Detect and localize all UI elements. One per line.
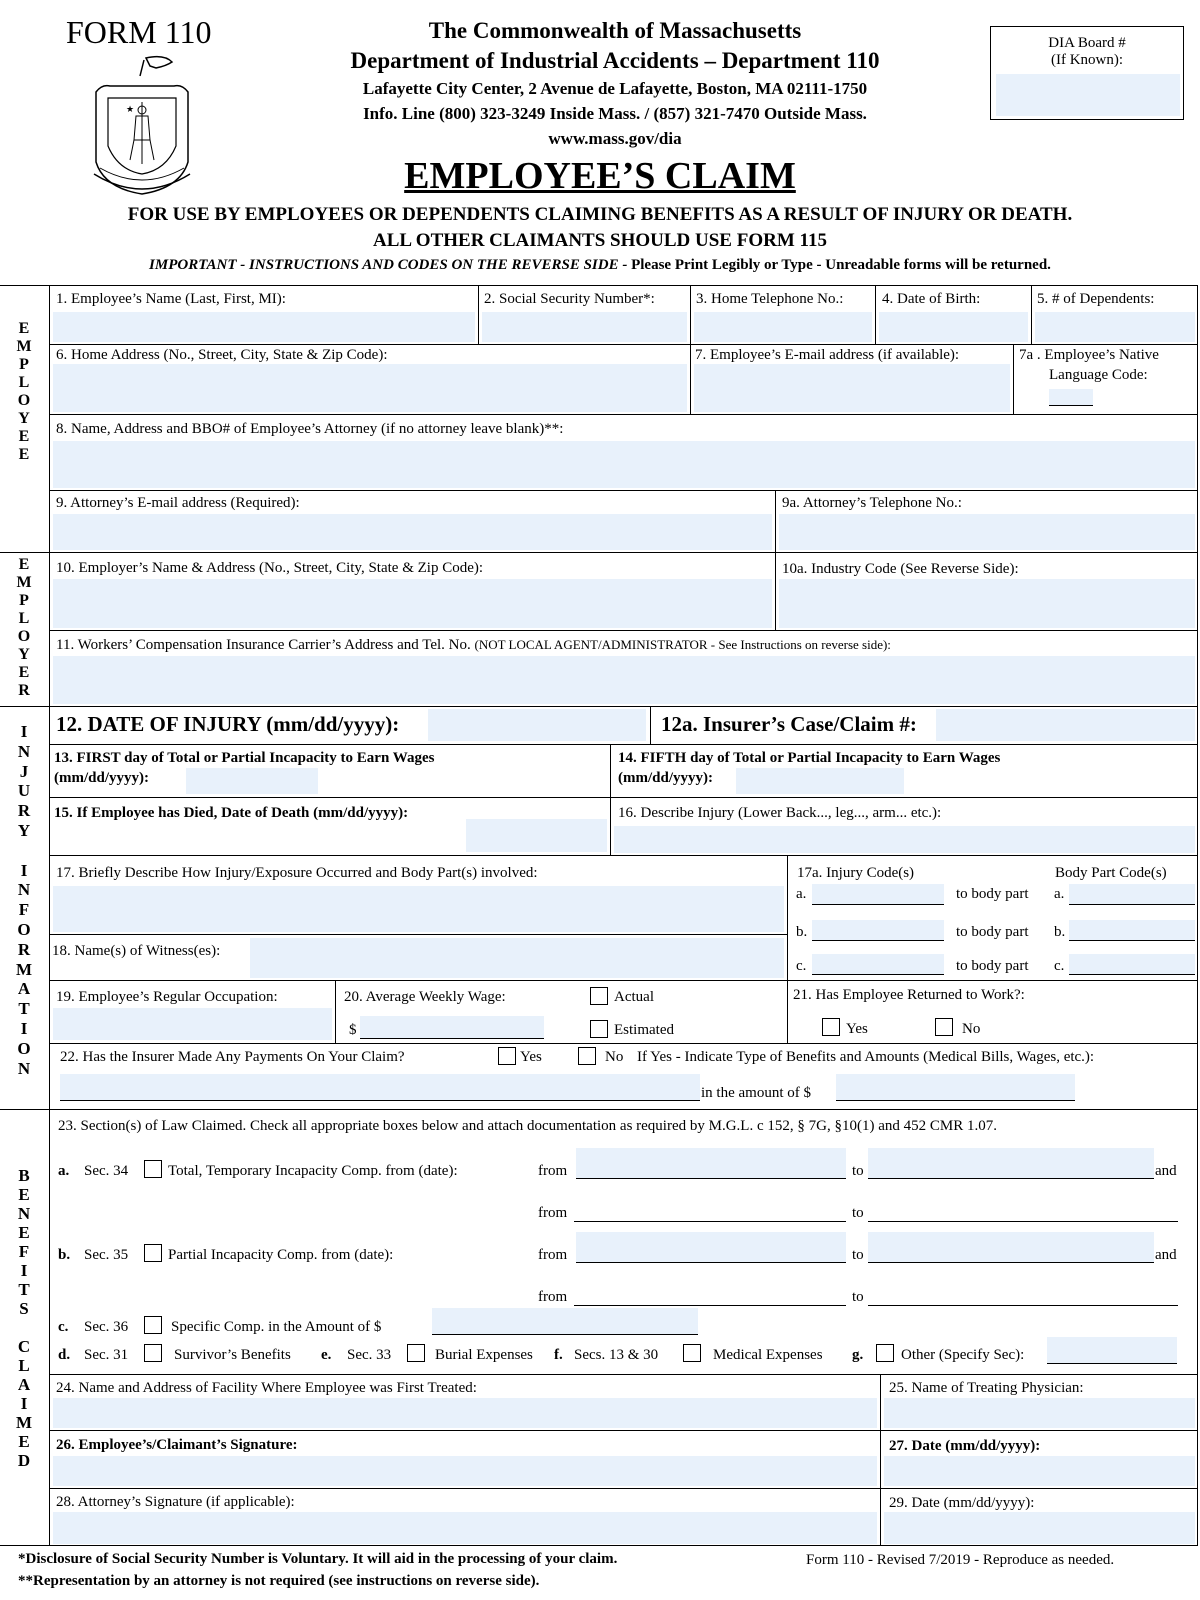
field-15-label: 15. If Employee has Died, Date of Death (mm/dd/yyyy):: [54, 805, 409, 821]
field-23-label: 23. Section(s) of Law Claimed. Check all appropriate boxes below and attach documentation as required by M.G.L. c 152, § 7G, §10(1) and 452 CMR 1.07.: [58, 1118, 997, 1134]
ssn-input[interactable]: [482, 312, 687, 342]
org-name: The Commonwealth of Massachusetts: [428, 18, 802, 43]
section-letter: I: [20, 1018, 28, 1038]
section-letter: E: [18, 320, 30, 337]
section-letter: N: [17, 1204, 31, 1223]
row-line: [49, 414, 1198, 415]
section-letter: P: [19, 592, 29, 609]
section-letter: E: [18, 1223, 30, 1242]
section-letter: L: [18, 1356, 30, 1375]
sec-f-number: Secs. 13 & 30: [574, 1347, 659, 1363]
attorney-note: **Representation by an attorney is not required (see instructions on reverse side).: [18, 1573, 540, 1589]
physician-input[interactable]: [884, 1398, 1195, 1428]
field-12a-label: 12a. Insurer’s Case/Claim #:: [661, 712, 917, 736]
fifth-day-input[interactable]: [736, 768, 904, 794]
sec-35-from-input-1[interactable]: [576, 1232, 846, 1263]
sec-d-number: Sec. 31: [84, 1347, 129, 1363]
injury-code-b-letter: b.: [796, 924, 808, 940]
sec-a-to-label-2: to: [852, 1205, 864, 1221]
field-22-instructions: If Yes - Indicate Type of Benefits and Amounts (Medical Bills, Wages, etc.):: [637, 1049, 1095, 1065]
row-line: [49, 797, 1198, 798]
dia-board-input[interactable]: [996, 74, 1180, 116]
body-part-a-input[interactable]: [1069, 884, 1195, 905]
field-18-label: 18. Name(s) of Witness(es):: [52, 943, 221, 959]
section-letter: O: [17, 392, 31, 409]
sec-d-letter: d.: [58, 1347, 71, 1363]
payments-yes-label: Yes: [520, 1049, 542, 1065]
col-line: [610, 797, 611, 855]
payment-amount-input[interactable]: [836, 1074, 1075, 1101]
field-17a-label: 17a. Injury Code(s): [797, 865, 915, 881]
attorney-phone-input[interactable]: [779, 514, 1195, 550]
section-employer-label: [0, 556, 48, 700]
payments-yes-checkbox[interactable]: [498, 1047, 516, 1065]
section-separator: [0, 552, 1198, 553]
section-injury-label: [0, 722, 48, 1078]
subtitle-2: ALL OTHER CLAIMANTS SHOULD USE FORM 115: [373, 230, 827, 251]
form-number: FORM 110: [66, 14, 212, 50]
first-day-input[interactable]: [186, 768, 318, 794]
section-letter: T: [18, 999, 30, 1019]
body-part-a-letter: a.: [1054, 886, 1065, 902]
sec-a-number: Sec. 34: [84, 1163, 129, 1179]
field-7-label: 7. Employee’s E-mail address (if available):: [695, 347, 960, 363]
home-address-input[interactable]: [53, 364, 687, 412]
sec-f-letter: f.: [554, 1347, 563, 1363]
important-notice: [0, 257, 1200, 274]
row-line: [49, 744, 1198, 745]
sec-c-letter: c.: [58, 1319, 69, 1335]
section-letter: A: [17, 1375, 31, 1394]
field-5-label: 5. # of Dependents:: [1037, 291, 1155, 307]
other-sec-input[interactable]: [1047, 1337, 1177, 1364]
wage-dollar-sign: $: [349, 1022, 357, 1038]
section-letter: F: [18, 900, 30, 920]
field-14-label-2: (mm/dd/yyyy):: [618, 770, 713, 786]
col-line: [1013, 344, 1014, 414]
section-letter: N: [17, 1058, 31, 1078]
section-letter: E: [18, 428, 30, 445]
sec-34-from-input-2[interactable]: [574, 1204, 846, 1222]
col-line: [775, 552, 776, 630]
occupation-input[interactable]: [53, 1008, 332, 1040]
field-2-label: 2. Social Security Number*:: [484, 291, 655, 307]
attorney-info-input[interactable]: [53, 441, 1195, 488]
dependents-input[interactable]: [1035, 312, 1195, 342]
sec-b-to-label: to: [852, 1247, 864, 1263]
section-letter: O: [17, 628, 31, 645]
section-letter: I: [20, 1394, 28, 1413]
field-13-label: 13. FIRST day of Total or Partial Incapacity to Earn Wages: [54, 750, 435, 766]
section-letter: N: [17, 880, 31, 900]
info-line: Info. Line (800) 323-3249 Inside Mass. / (857) 321-7470 Outside Mass.: [363, 104, 867, 123]
section-letter: R: [17, 939, 31, 959]
section-letter: I: [20, 860, 28, 880]
injury-code-c-input[interactable]: [812, 954, 944, 975]
field-9-label: 9. Attorney’s E-mail address (Required):: [56, 495, 300, 511]
payments-no-checkbox[interactable]: [578, 1047, 596, 1065]
field-22-label: 22. Has the Insurer Made Any Payments On Your Claim?: [60, 1049, 405, 1065]
section-employee-label: [0, 320, 48, 464]
row-line: [49, 1374, 1198, 1375]
sec-35-checkbox[interactable]: [144, 1244, 162, 1262]
section-letter: Y: [18, 646, 30, 663]
field-19-label: 19. Employee’s Regular Occupation:: [56, 989, 278, 1005]
sec-35-to-input-2[interactable]: [868, 1288, 1178, 1306]
field-4-label: 4. Date of Birth:: [882, 291, 981, 307]
section-letter: P: [19, 356, 29, 373]
row-line: [49, 934, 787, 935]
sec-13-30-checkbox[interactable]: [683, 1344, 701, 1362]
col-line: [650, 706, 651, 744]
sec-c-text: Specific Comp. in the Amount of $: [171, 1319, 382, 1335]
sec-b-from-label: from: [538, 1247, 568, 1263]
section-separator: [0, 706, 1198, 707]
employee-name-input[interactable]: [53, 312, 475, 342]
other-sec-checkbox[interactable]: [876, 1344, 894, 1362]
section-letter: Y: [18, 410, 30, 427]
language-code-input[interactable]: [1049, 389, 1093, 406]
sec-d-text: Survivor’s Benefits: [174, 1347, 291, 1363]
sec-b-to-label-2: to: [852, 1289, 864, 1305]
injury-code-b-input[interactable]: [812, 920, 944, 941]
field-20-label: 20. Average Weekly Wage:: [344, 989, 506, 1005]
section-letter: E: [18, 1432, 30, 1451]
sec-g-letter: g.: [852, 1347, 864, 1363]
section-letter: J: [19, 761, 29, 781]
body-part-c-letter: c.: [1054, 958, 1065, 974]
field-13-label-2: (mm/dd/yyyy):: [54, 770, 149, 786]
sec-a-text: Total, Temporary Incapacity Comp. from (date):: [168, 1163, 458, 1179]
returned-no-label: No: [962, 1021, 981, 1037]
sec-36-amount-input[interactable]: [432, 1308, 698, 1335]
section-letter: U: [17, 781, 31, 801]
employee-email-input[interactable]: [694, 364, 1010, 412]
facility-input[interactable]: [53, 1398, 877, 1428]
row-line: [49, 344, 1198, 345]
field-8-label: 8. Name, Address and BBO# of Employee’s Attorney (if no attorney leave blank)**:: [56, 421, 564, 437]
how-injury-occurred-input[interactable]: [53, 886, 784, 932]
field-24-label: 24. Name and Address of Facility Where Employee was First Treated:: [56, 1380, 477, 1396]
col-line: [880, 1374, 881, 1546]
col-line: [610, 744, 611, 797]
body-part-b-letter: b.: [1054, 924, 1066, 940]
describe-injury-input[interactable]: [614, 826, 1195, 853]
sec-35-to-input-1[interactable]: [868, 1232, 1154, 1263]
section-letter: E: [18, 1185, 30, 1204]
field-12-label: 12. DATE OF INJURY (mm/dd/yyyy):: [56, 712, 400, 736]
section-letter: E: [18, 664, 30, 681]
sec-f-text: Medical Expenses: [713, 1347, 823, 1363]
section-letter: M: [15, 1413, 33, 1432]
dob-input[interactable]: [879, 312, 1028, 342]
row-line: [49, 1488, 1198, 1489]
col-line: [787, 980, 788, 1043]
field-25-label: 25. Name of Treating Physician:: [889, 1380, 1084, 1396]
weekly-wage-input[interactable]: [360, 1016, 544, 1039]
row-line: [49, 1430, 1198, 1431]
section-letter: M: [16, 338, 32, 355]
sec-b-letter: b.: [58, 1247, 71, 1263]
home-phone-input[interactable]: [694, 312, 872, 342]
field-9a-label: 9a. Attorney’s Telephone No.:: [782, 495, 962, 511]
section-letter: L: [18, 610, 30, 627]
section-letter: E: [18, 556, 30, 573]
sec-b-and-label: and: [1155, 1247, 1177, 1263]
sec-b-from-label-2: from: [538, 1289, 568, 1305]
actual-label: Actual: [614, 989, 654, 1005]
field-7a-label-2: Language Code:: [1049, 367, 1148, 383]
to-body-part-a: to body part: [956, 886, 1029, 902]
ssn-disclosure-note: *Disclosure of Social Security Number is Voluntary. It will aid in the processing of your claim.: [18, 1551, 618, 1567]
body-part-c-input[interactable]: [1069, 954, 1195, 975]
field-11-label: [56, 637, 891, 654]
returned-no-checkbox[interactable]: [935, 1018, 953, 1036]
field-11-text: 11. Workers’ Compensation Insurance Carrier’s Address and Tel. No.: [56, 637, 471, 653]
row-line: [49, 1043, 1198, 1044]
to-body-part-b: to body part: [956, 924, 1029, 940]
section-letter: T: [18, 1280, 30, 1299]
section-letter: F: [18, 1242, 30, 1261]
section-benefits-label: [0, 1166, 48, 1470]
col-line: [787, 855, 788, 980]
date-of-injury-input[interactable]: [428, 709, 646, 741]
row-line: [49, 630, 1198, 631]
page-title: EMPLOYEE’S CLAIM: [404, 155, 796, 197]
sec-34-checkbox[interactable]: [144, 1160, 162, 1178]
sec-35-from-input-2[interactable]: [574, 1288, 846, 1306]
field-28-label: 28. Attorney’s Signature (if applicable):: [56, 1494, 295, 1510]
sec-e-number: Sec. 33: [347, 1347, 392, 1363]
sec-34-to-input-2[interactable]: [868, 1204, 1178, 1222]
section-letter: L: [18, 374, 30, 391]
massachusetts-seal-icon: [86, 52, 198, 198]
field-26-label: 26. Employee’s/Claimant’s Signature:: [56, 1437, 298, 1453]
important-italic: IMPORTANT - INSTRUCTIONS AND CODES ON THE REVERSE SIDE -: [149, 257, 628, 273]
to-body-part-c: to body part: [956, 958, 1029, 974]
sec-c-number: Sec. 36: [84, 1319, 129, 1335]
sec-e-text: Burial Expenses: [435, 1347, 533, 1363]
attorney-signature-input[interactable]: [53, 1512, 877, 1544]
section-letter: B: [18, 1166, 30, 1185]
col-line: [775, 490, 776, 552]
attorney-email-input[interactable]: [53, 514, 772, 550]
payment-type-input[interactable]: [60, 1074, 700, 1101]
field-27-label: 27. Date (mm/dd/yyyy):: [889, 1438, 1041, 1454]
section-letter: M: [15, 959, 33, 979]
returned-yes-checkbox[interactable]: [822, 1018, 840, 1036]
employer-address-input[interactable]: [53, 579, 772, 628]
section-letter: R: [18, 682, 30, 699]
col-line: [690, 344, 691, 414]
field-21-label: 21. Has Employee Returned to Work?:: [793, 987, 1025, 1003]
subtitle-1: FOR USE BY EMPLOYEES OR DEPENDENTS CLAIMING BENEFITS AS A RESULT OF INJURY OR DEATH.: [127, 204, 1073, 225]
department-name: Department of Industrial Accidents – Department 110: [350, 48, 880, 73]
field-1-label: 1. Employee’s Name (Last, First, MI):: [56, 291, 286, 307]
website[interactable]: www.mass.gov/dia: [548, 129, 682, 148]
row-line: [49, 980, 1198, 981]
section-separator: [0, 1109, 1198, 1110]
actual-checkbox[interactable]: [590, 987, 608, 1005]
field-29-label: 29. Date (mm/dd/yyyy):: [889, 1495, 1035, 1511]
sec-a-to-label: to: [852, 1163, 864, 1179]
important-rest: Please Print Legibly or Type - Unreadable forms will be returned.: [631, 257, 1051, 273]
field-10-label: 10. Employer’s Name & Address (No., Street, City, State & Zip Code):: [56, 560, 484, 576]
sec-a-letter: a.: [58, 1163, 70, 1179]
col-line: [335, 980, 336, 1043]
revision-note: Form 110 - Revised 7/2019 - Reproduce as needed.: [806, 1552, 1115, 1568]
sec-31-checkbox[interactable]: [144, 1344, 162, 1362]
sec-33-checkbox[interactable]: [407, 1344, 425, 1362]
section-letter: O: [17, 919, 31, 939]
body-part-b-input[interactable]: [1069, 920, 1195, 941]
field-17-label: 17. Briefly Describe How Injury/Exposure Occurred and Body Part(s) involved:: [56, 865, 538, 881]
section-letter: M: [16, 574, 32, 591]
section-letter: R: [17, 801, 31, 821]
sec-34-to-input-1[interactable]: [868, 1148, 1154, 1179]
estimated-label: Estimated: [614, 1022, 674, 1038]
section-letter: S: [19, 1299, 29, 1318]
returned-yes-label: Yes: [846, 1021, 868, 1037]
section-letter: C: [17, 1337, 31, 1356]
body-part-codes-label: Body Part Code(s): [1055, 865, 1167, 881]
section-letter: D: [17, 1451, 31, 1470]
date-of-death-input[interactable]: [466, 819, 607, 852]
sec-a-from-label-2: from: [538, 1205, 568, 1221]
field-3-label: 3. Home Telephone No.:: [696, 291, 844, 307]
sec-e-letter: e.: [321, 1347, 332, 1363]
sec-34-from-input-1[interactable]: [576, 1148, 846, 1179]
section-letter: E: [18, 446, 30, 463]
section-letter: A: [17, 979, 31, 999]
address-line: Lafayette City Center, 2 Avenue de Lafayette, Boston, MA 02111-1750: [362, 79, 868, 98]
field-7a-label: 7a . Employee’s Native: [1019, 347, 1159, 363]
section-letter: I: [20, 722, 28, 741]
industry-code-input[interactable]: [779, 579, 1195, 628]
sec-a-and-label: and: [1155, 1163, 1177, 1179]
section-letter: Y: [17, 820, 31, 840]
sec-g-text: Other (Specify Sec):: [901, 1347, 1025, 1363]
field-11-note: (NOT LOCAL AGENT/ADMINISTRATOR - See Instructions on reverse side):: [474, 637, 891, 652]
col-line: [690, 285, 691, 344]
section-letter: [0, 1318, 48, 1337]
insurance-carrier-input[interactable]: [53, 656, 1195, 704]
payments-no-label: No: [605, 1049, 624, 1065]
in-amount-label: in the amount of $: [701, 1085, 811, 1101]
col-line: [1031, 285, 1032, 344]
row-line: [49, 490, 1198, 491]
col-line: [875, 285, 876, 344]
section-letter: O: [17, 1038, 31, 1058]
field-6-label: 6. Home Address (No., Street, City, State & Zip Code):: [56, 347, 388, 363]
dia-board-sublabel: (If Known):: [1050, 52, 1124, 68]
row-line: [49, 855, 1198, 856]
injury-code-a-input[interactable]: [812, 884, 944, 905]
field-10a-label: 10a. Industry Code (See Reverse Side):: [782, 561, 1019, 577]
section-letter: [0, 841, 48, 861]
dia-board-label: DIA Board #: [1048, 35, 1126, 51]
sec-b-number: Sec. 35: [84, 1247, 129, 1263]
sec-a-from-label: from: [538, 1163, 568, 1179]
sec-b-text: Partial Incapacity Comp. from (date):: [168, 1247, 394, 1263]
attorney-date-input[interactable]: [884, 1512, 1195, 1544]
col-line: [478, 285, 479, 344]
claim-number-input[interactable]: [936, 709, 1195, 741]
section-letter: N: [17, 741, 31, 761]
field-14-label: 14. FIFTH day of Total or Partial Incapacity to Earn Wages: [618, 750, 1001, 766]
injury-code-c-letter: c.: [796, 958, 807, 974]
sec-36-checkbox[interactable]: [144, 1316, 162, 1334]
svg-text:★: ★: [126, 105, 135, 115]
section-divider: [49, 285, 50, 1546]
section-letter: I: [20, 1261, 28, 1280]
witnesses-input[interactable]: [250, 938, 784, 978]
estimated-checkbox[interactable]: [590, 1020, 608, 1038]
field-16-label: 16. Describe Injury (Lower Back..., leg..., arm... etc.):: [618, 805, 942, 821]
injury-code-a-letter: a.: [796, 886, 807, 902]
claimant-signature-input[interactable]: [53, 1456, 877, 1486]
claimant-date-input[interactable]: [884, 1456, 1195, 1486]
